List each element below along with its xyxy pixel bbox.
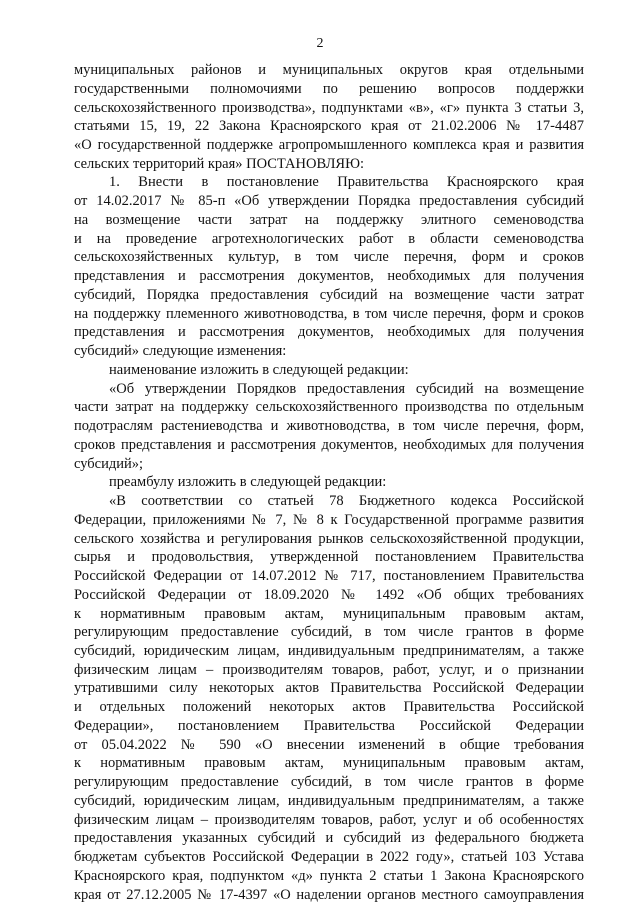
text-line: физическим лицам – производителям товаров, работ, услуг и об особенностях — [74, 811, 584, 828]
text-line: Российской Федерации от 18.09.2020 № 1492 «Об общих требованиях — [74, 586, 584, 603]
text-line: наименование изложить в следующей редакции: — [109, 361, 409, 378]
text-line: бюджетам субъектов Российской Федерации в 2022 году», статьей 103 Устава — [74, 849, 584, 866]
text-line: субсидий, Порядка предоставления субсидий на возмещение части затрат — [74, 286, 584, 303]
text-line: субсидий, юридическим лицам, индивидуальным предпринимателям, а также — [74, 792, 584, 809]
text-line: Федерации, приложениями № 7, № 8 к Государственной программе развития — [74, 511, 584, 528]
text-line: к нормативным правовым актам, муниципальным правовым актам, — [74, 605, 584, 622]
text-line: государственными полномочиями по решению вопросов поддержки — [74, 80, 584, 97]
text-line: Федерации», постановлением Правительства Российской Федерации — [74, 717, 584, 734]
text-line: сельскохозяйственного производства», подпунктами «в», «г» пункта 3 статьи 3, — [74, 99, 584, 116]
text-line: от 14.02.2017 № 85-п «Об утверждении Порядка предоставления субсидий — [74, 193, 584, 210]
text-line: сельскохозяйственных культур, в том числе перечня, форм и сроков — [74, 249, 584, 266]
text-line: субсидий» следующие изменения: — [74, 343, 287, 360]
text-line: регулирующим предоставление субсидий, в том числе грантов в форме — [74, 624, 584, 641]
text-line: части затрат на поддержку сельскохозяйственного производства по отдельным — [74, 399, 584, 416]
text-line: на возмещение части затрат на поддержку элитного семеноводства — [74, 211, 584, 228]
text-line: на поддержку племенного животноводства, в том числе перечня, форм и сроков — [74, 305, 584, 322]
text-line: регулирующим предоставление субсидий, в том числе грантов в форме — [74, 774, 584, 791]
text-line: от 05.04.2022 № 590 «О внесении изменений в общие требования — [74, 736, 584, 753]
text-line: «О государственной поддержке агропромышленного комплекса края и развития — [74, 137, 584, 153]
text-line: 1. Внести в постановление Правительства Красноярского края — [109, 174, 584, 191]
page-number: 2 — [316, 36, 324, 51]
text-line: субсидий»; — [74, 455, 144, 472]
text-line: статьями 15, 19, 22 Закона Красноярского края от 21.02.2006 № 17-4487 — [74, 118, 584, 135]
text-line: Российской Федерации от 14.07.2012 № 717, постановлением Правительства — [74, 568, 584, 584]
text-line: субсидий, юридическим лицам, индивидуальным предпринимателям, а также — [74, 642, 584, 659]
text-line: предоставления указанных субсидий и субсидий из федерального бюджета — [74, 830, 584, 847]
text-line: подотраслям растениеводства и животноводства, в том числе перечня, форм, — [74, 418, 584, 435]
text-line: Красноярского края, подпунктом «д» пункта 2 статьи 1 Закона Красноярского — [74, 867, 584, 884]
text-line: физическим лицам – производителям товаров, работ, услуг, и о признании — [74, 661, 584, 678]
text-line: «Об утверждении Порядков предоставления субсидий на возмещение — [109, 380, 584, 397]
text-line: «В соответствии со статьей 78 Бюджетного кодекса Российской — [109, 493, 584, 509]
text-line: сельских территорий края» ПОСТАНОВЛЯЮ: — [74, 155, 365, 172]
text-line: представления и рассмотрения документов, необходимых для получения — [74, 268, 584, 285]
text-line: преамбулу изложить в следующей редакции: — [109, 474, 387, 491]
text-line: края от 27.12.2005 № 17-4397 «О наделении органов местного самоуправления — [74, 886, 584, 903]
text-line: к нормативным правовым актам, муниципальным правовым актам, — [74, 755, 584, 772]
text-line: сельского хозяйства и регулирования рынков сельскохозяйственной продукции, — [74, 530, 584, 547]
text-line: утратившими силу некоторых актов Правительства Российской Федерации — [74, 680, 584, 697]
text-line: и на проведение агротехнологических работ в области семеноводства — [74, 230, 584, 247]
text-line: представления и рассмотрения документов, необходимых для получения — [74, 324, 584, 341]
text-line: сырья и продовольствия, утвержденной постановлением Правительства — [74, 549, 584, 566]
text-line: муниципальных районов и муниципальных округов края отдельными — [74, 62, 584, 78]
text-line: сроков представления и рассмотрения документов, необходимых для получения — [74, 436, 584, 453]
text-line: и отдельных положений некоторых актов Правительства Российской — [74, 699, 584, 716]
